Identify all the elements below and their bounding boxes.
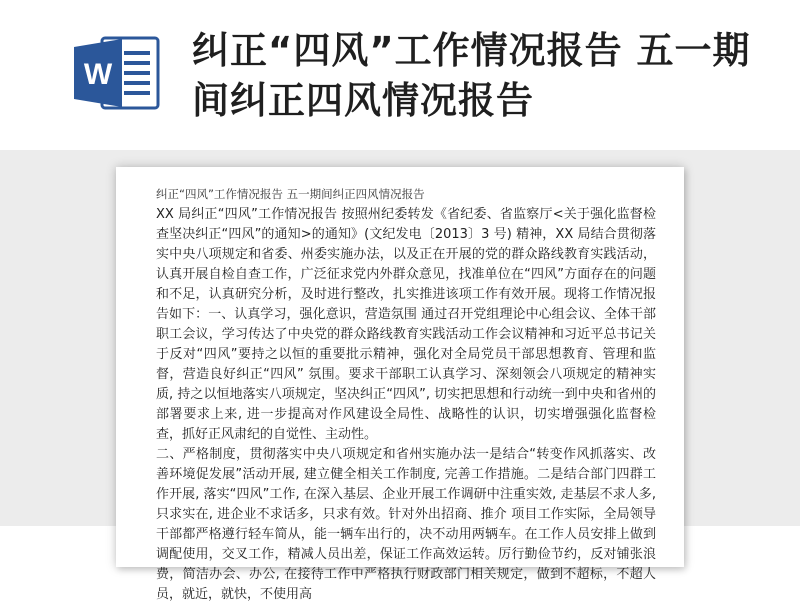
paragraph: XX 局纠正“四风”工作情况报告 按照州纪委转发《省纪委、省监察厅<关于强化监督检查坚决纠正“四风”的通知>的通知》(文纪发电〔2013〕3 号) 精神，XX 局结合贯彻落实中央八项规定和省委、州委实施办法，以及正在开展的党的群众路线教育实践活动，认真开展自检自查工作，广泛征求党内外群众意见，找准单位在“四风”方面存在的问题和不足，认真研究分析，及时进行整改，扎实推进该项工作有效开展。现将工作情况报告如下：一、认真学习，强化意识，营造氛围 通过召开党组理论中心组会议、全体干部职工会议，学习传达了中央党的群众路线教育实践活动工作会议精神和习近平总书记关于反对“四风”要持之以恒的重要批示精神，强化对全局党员干部思想教育、管理和监督，营造良好纠正“四风” 氛围。要求干部职工认真学习、深刻领会八项规定的精神实质, 持之以恒地落实八项规定，坚决纠正“四风”, 切实把思想和行动统一到中央和省州的部署要求上来, 进一步提高对作风建设全局性、战略性的认识，切实增强强化监督检查，抓好正风肃纪的自觉性、主动性。: [156, 207, 656, 442]
page-heading: 纠正“四风”工作情况报告 五一期间纠正四风情况报告: [156, 187, 425, 201]
document-preview-header: [0, 0, 800, 150]
word-letter: W: [83, 58, 113, 91]
document-page: [116, 167, 684, 602]
document-title: 纠正“四风”工作情况报告 五一期间纠正四风情况报告: [192, 29, 751, 122]
page-content: [156, 185, 656, 605]
paragraph: 二、严格制度，贯彻落实中央八项规定和省州实施办法一是结合“转变作风抓落实、改善环境促发展”活动开展, 建立健全相关工作制度, 完善工作措施。二是结合部门四群工作开展, 落实“四风”工作, 在深入基层、企业开展工作调研中注重实效, 走基层不求人多, 只求实在, 进企业不求话多，只求有效。针对外出招商、推介 项目工作实际，全局领导干部都严格遵行轻车简从，能一辆车出行的，决不动用两辆车。在工作人员安排上做到调配使用，交叉工作，精减人员出差，保证工作高效运转。厉行勤俭节约，反对铺张浪费，简洁办会、办公, 在接待工作中严格执行财政部门相关规定，做到不超标，不超人员，就近，就快，不使用高: [156, 447, 656, 602]
word-document-icon: [72, 35, 162, 111]
